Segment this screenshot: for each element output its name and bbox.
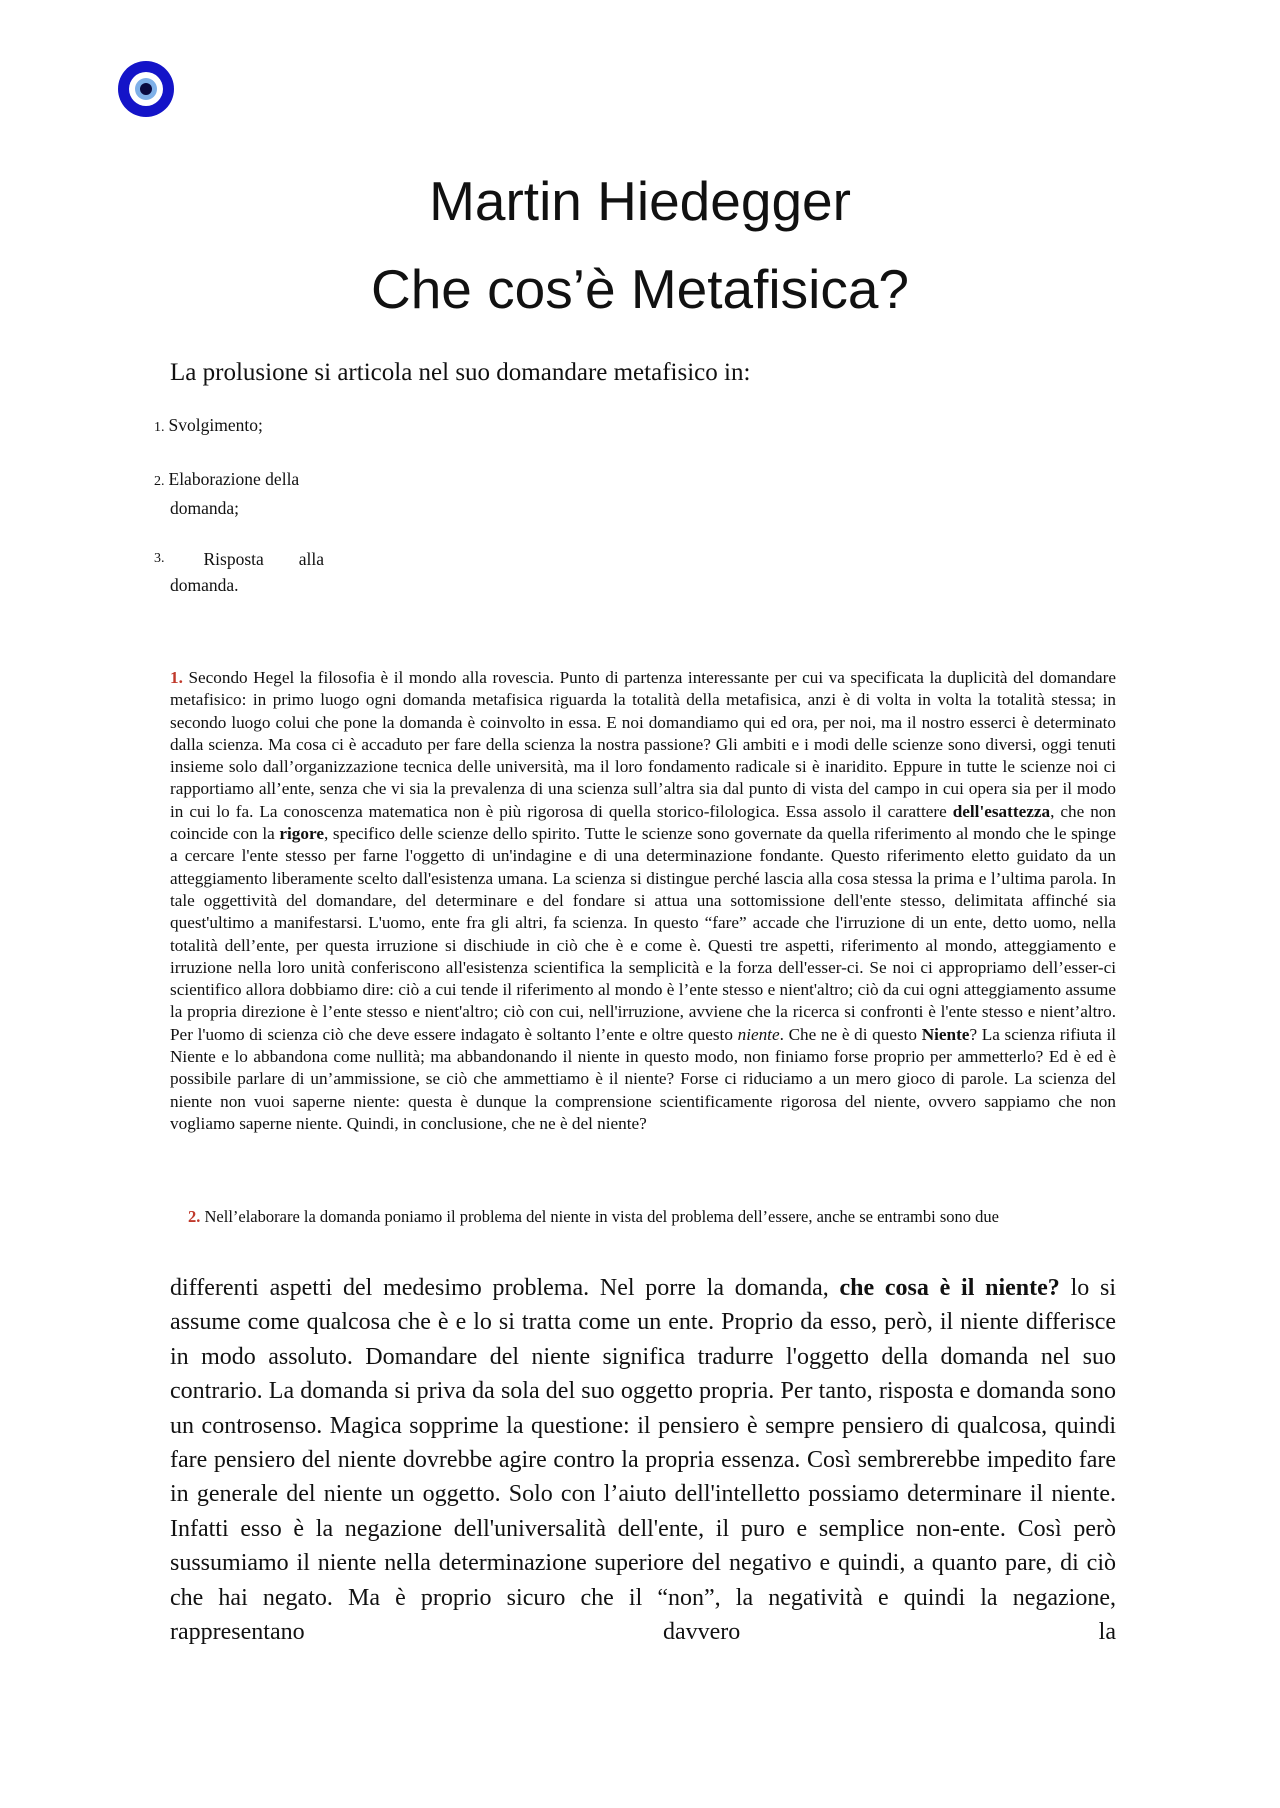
document-subtitle: Che cos’è Metafisica? [370, 258, 910, 320]
outline-list [154, 412, 324, 623]
emphasis-niente: niente [737, 1024, 780, 1044]
section-1-paragraph: 1. Secondo Hegel la filosofia è il mondo alla rovescia. Punto di partenza interessante per cui va specificata la duplicità del domandare metafisico: in primo luogo ogni domanda metafisica riguarda la totalità della metafisica, anzi è di volta in volta la totalità stessa; in secondo luogo colui che pone la domanda è coinvolto in essa. E noi domandiamo qui ed ora, per noi, ma il nostro esserci è determinato dalla scienza. Ma cosa ci è accaduto per fare della scienza la nostra passione? Gli ambiti e i modi delle scienze sono diversi, oggi tenuti insieme solo dall’organizzazione tecnica delle università, ma il loro fondamento radicale si è inaridito. Eppure in tutte le scienze noi ci rapportiamo all’ente, senza che vi sia la prevalenza di una scienza sull’altra sia dal punto di vista del campo in cui opera sia per il modo in cui lo fa. La conoscenza matematica non è più rigorosa di quella storico-filologica. Essa assolo il carattere dell'esattezza, che non coincide con la rigore, specifico delle scienze dello spirito. Tutte le scienze sono governate da quella riferimento al mondo che le spinge a cercare l'ente stesso per farne l'oggetto di un'indagine e di una determinazione fondante. Questo riferimento eletto guidato da un atteggiamento liberamente scelto dall'esistenza umana. La scienza si distingue perché lascia alla cosa stessa la prima e l’ultima parola. In tale oggettività del domandare, del determinare e del fondare si attua una sottomissione dell'ente stesso, delimitata affinché sia quest'ultimo a manifestarsi. L'uomo, ente fra gli altri, fa scienza. In questo “fare” accade che l'irruzione di un ente, detto uomo, nella totalità dell’ente, per questa irruzione si dischiude in ciò che è e come è. Questi tre aspetti, riferimento al mondo, atteggiamento e irruzione nella loro unità conferiscono all'esistenza scientifica la semplicità e la forza dell'esser-ci. Se noi ci appropriamo dell’esser-ci scientifico allora dobbiamo dire: ciò a cui tende il riferimento al mondo è l’ente stesso e nient'altro; ciò da cui ogni atteggiamento assume la propria direzione è l’ente stesso e nient'altro; ciò con cui, nell'irruzione, avviene che la ricerca si confronti è l'ente stesso e nient’altro. Per l'uomo di scienza ciò che deve essere indagato è soltanto l’ente e oltre questo niente. Che ne è di questo Niente? La scienza rifiuta il Niente e lo abbandona come nullità; ma abbandonando il niente in questo modo, non finiamo forse proprio per ammetterlo? Ed è ed è possibile parlare di un’ammissione, se ciò che ammettiamo è il niente? Forse ci riduciamo a un mero gioco di parole. La scienza del niente non vuoi saperne niente: questa è dunque la comprensione scientificamente rigorosa del niente, ovvero sappiamo che non vogliamo saperne niente. Quindi, in conclusione, che ne è del niente? [170, 668, 1116, 1133]
outline-item-text-cont: domanda; [170, 498, 240, 518]
logo-pupil [140, 83, 152, 95]
outline-item-text: Svolgimento; [168, 415, 263, 435]
body-paragraph: differenti aspetti del medesimo problema. Nel porre la domanda, che cosa è il niente? lo si assume come qualcosa che è e lo si tratta come un ente. Proprio da esso, però, il niente differisce in modo assoluto. Domandare del niente significa tradurre l'oggetto della domanda nel suo contrario. La domanda si priva da sola del suo oggetto propria. Per tanto, risposta e domanda sono un controsenso. Magica sopprime la questione: il pensiero è sempre pensiero di qualcosa, quindi fare pensiero del niente dovrebbe agire contro la propria essenza. Così sembrerebbe impedito fare in generale del niente un oggetto. Solo con l’aiuto dell'intelletto possiamo determinare il niente. Infatti esso è la negazione dell'universalità dell'ente, il puro e semplice non-ente. Così però sussumiamo il niente nella determinazione superiore del negativo e quindi, a quanto pare, di ciò che hai negato. Ma è proprio sicuro che il “non”, la negatività e quindi la negazione, rappresentano davvero la [170, 1275, 1116, 1646]
evil-eye-logo-icon [118, 61, 174, 117]
outline-item-number: 2. [154, 474, 165, 489]
section-2-number: 2. [188, 1207, 201, 1226]
outline-item-number: 3. [154, 551, 165, 566]
outline-item-text: Risposta [203, 549, 264, 569]
emphasis-esattezza: dell'esattezza [952, 801, 1051, 821]
intro-sentence: La prolusione si articola nel suo domandare metafisico in: [170, 359, 751, 386]
outline-item-text-cont: domanda. [170, 575, 239, 595]
outline-item [154, 412, 324, 441]
outline-item [154, 546, 324, 598]
document-title: Martin Hiedegger [429, 170, 851, 232]
section-1-number: 1. [170, 668, 183, 687]
outline-item-text: Elaborazione della [168, 469, 300, 489]
outline-item-text: alla [298, 549, 324, 569]
outline-item-number: 1. [154, 420, 165, 435]
emphasis-niente-bold: Niente [921, 1024, 970, 1044]
outline-item [154, 466, 324, 521]
emphasis-question: che cosa è il niente? [839, 1275, 1060, 1301]
section-2-paragraph: 2. Nell’elaborare la domanda poniamo il problema del niente in vista del problema dell’essere, anche se entrambi sono due [188, 1207, 999, 1226]
emphasis-rigore: rigore [279, 824, 324, 844]
